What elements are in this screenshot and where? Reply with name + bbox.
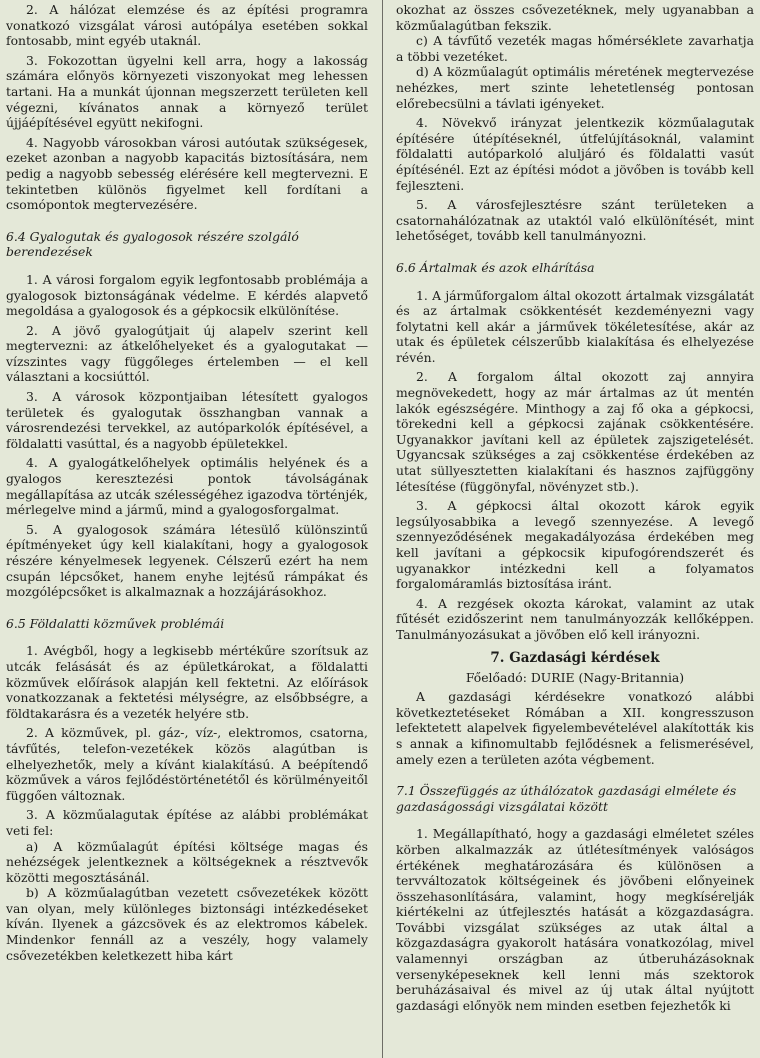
paragraph: 4. A rezgések okozta károkat, valamint az utak fűtését ezidőszerint nem tanulmányozzák kellőképpen. Tanulmányozásukat a jövőben elő kell irányozni. [396, 595, 754, 642]
section-heading-6-6: 6.6 Ártalmak és azok elhárítása [396, 259, 595, 275]
paragraph: 1. A városi forgalom egyik legfontosabb problémája a gyalogosok biztonságának védelme. E kérdés alapvető megoldása a gyalogosok és a gépkocsik elkülönítése. [6, 271, 368, 319]
paragraph: 1. Megállapítható, hogy a gazdasági elméletet széles körben alkalmazzák az útlétesítmények valóságos értékének meghatározására és különösen a tervváltozatok költségeinek és jövőbeni előnyeinek összehasonlítására, valamint, hogy megkísérelják kiértékelni az útfejlesztés hatását a közgazdaságra. További vizsgálat szükséges az utak által a közgazdaságra gyakorolt hatására vonatkozólag, mivel valamennyi országban az útberuházásoknak versenyképeseknek kell lenni más szektorok beruházásaival és mivel az új utak által nyújtott gazdasági előnyök nem minden esetben fejezhetők ki [396, 826, 754, 1013]
paragraph: A gazdasági kérdésekre vonatkozó alábbi következtetéseket Rómában a XII. kongresszuson lefektetett alapelvek figyelembevételével alakították kis s annak a kifinomultabb fejlődésnek a felismerésével, amely ezen a területen azóta végbement. [396, 689, 754, 767]
paragraph: 1. Avégből, hogy a legkisebb mértékűre szorítsuk az utcák felásását és az épületkárokat, a földalatti közművek előírások alapján kell fektetni. Az előírások vonatkozzanak a fektetési mélységre, az elsőbbségre, a földtakarásra és a vezeték helyére stb. [6, 643, 368, 721]
paragraph: 4. A gyalogátkelőhelyek optimális helyének és a gyalogos keresztezési pontok távolságának megállapítása az utcák szélességéhez igazodva történjék, mérlegelve mind a jármű, mind a gyalogosforgalmat. [6, 455, 368, 518]
chapter-heading-7: 7. Gazdasági kérdések [490, 649, 660, 666]
list-item: a) A közműalagút építési költsége magas és nehézségek jelentkeznek a költségeknek a résztvevők közötti megosztásánál. [6, 838, 368, 885]
section-heading-7-1: 7.1 Összefüggés az úthálózatok gazdasági elmélete és gazdaságossági vizsgálatai között [396, 783, 737, 814]
list-item: d) A közműalagút optimális méretének megtervezése nehézkes, mert szinte lehetetlenség pontosan előrebecsülni a távlati igényeket. [396, 64, 754, 111]
paragraph: 3. A gépkocsi által okozott károk egyik legsúlyosabbika a levegő szennyezése. A levegő szennyeződésének megakadályozása érdekében meg kell javítani a gépkocsik kipufogórendszerét és ugyanakkor intézkedni kell a folyamatos forgalomáramlás biztosítása iránt. [396, 498, 754, 592]
paragraph: 1. A járműforgalom által okozott ártalmak vizsgálatát és az ártalmak csökkentését kezdeményezni vagy folytatni kell akár a járművek tökéletesítése, akár az utak és épületek célszerűbb kialakítása és elhelyezése révén. [396, 287, 754, 365]
paragraph: 2. A hálózat elemzése és az építési programra vonatkozó vizsgálat városi autópálya esetében sokkal fontosabb, mint egyéb utaknál. [6, 2, 368, 49]
paragraph: 4. Növekvő irányzat jelentkezik közműalagutak építésére útépítéseknél, útfelújításoknál, valamint földalatti autóparkoló aluljáró és földalatti vasút építésénél. Ezt az építési módot a jövőben is tovább kell fejleszteni. [396, 115, 754, 193]
right-column [396, 2, 754, 1013]
section-heading-6-4: 6.4 Gyalogutak és gyalogosok részére szolgáló berendezések [6, 228, 299, 260]
paragraph: 3. A közműalagutak építése az alábbi problémákat veti fel: [6, 807, 368, 838]
paragraph: 2. A közművek, pl. gáz-, víz-, elektromos, csatorna, távfűtés, telefon-vezetékek közös alagútban is elhelyezhetők, mely a kívánt kialakítású. A beépítendő közművek a város fejlődéstörténetétől és körülményeitől függően változnak. [6, 725, 368, 803]
section-heading-6-5: 6.5 Földalatti közművek problémái [6, 615, 225, 631]
paragraph: 3. A városok központjaiban létesített gyalogos területek és gyalogutak összhangban vannak a városrendezési tervekkel, az autóparkolók építésével, a földalatti vasúttal, és a nagyobb épületekkel. [6, 389, 368, 451]
left-column [6, 2, 368, 963]
list-item: c) A távfűtő vezeték magas hőmérséklete zavarhatja a többi vezetéket. [396, 33, 754, 64]
paragraph: 2. A forgalom által okozott zaj annyira megnövekedett, hogy az már ártalmas az út mentén lakók egészségére. Minthogy a zaj fő oka a gépkocsi, törekedni kell a gépkocsi zajának csökkentésére. Ugyanakkor javítani kell az épületek zajszigetelését. Ugyancsak szükséges a zaj csökkentése érdekében az utat süllyesztetten kialakítani és hasznos zajfüggöny létesítése (függönyfal, növényzet stb.). [396, 369, 754, 494]
column-divider [382, 0, 383, 1058]
paragraph: 3. Fokozottan ügyelni kell arra, hogy a lakosság számára előnyös környezeti viszonyokat meg lehessen tartani. Ha a munkát újonnan megszerzett területen kell végezni, kívánatos annak a környező terület újjáépítésével együtt nekifogni. [6, 52, 368, 131]
rapporteur-line: Főelőadó: DURIE (Nagy-Britannia) [465, 669, 685, 685]
paragraph: 4. Nagyobb városokban városi autóutak szükségesek, ezeket azonban a nagyobb kapacitás biztosítására, nem pedig a nagyobb sebesség elérésére kell megtervezni. E tekintetben különös figyelmet kell fordítani a csomópontok megtervezésére. [6, 134, 368, 213]
list-item: b) A közműalagútban vezetett csővezetékek között van olyan, mely különleges biztonsági intézkedéseket kíván. Ilyenek a gázcsövek és az elektromos kábelek. Mindenkor fennáll az a veszély, hogy valamely csővezetékben keletkezett hiba kárt [6, 885, 368, 963]
paragraph: 2. A jövő gyalogútjait új alapelv szerint kell megtervezni: az átkelőhelyeket és a gyalogutakat — vízszintes vagy függőleges értelemben — el kell választani a kocsiúttól. [6, 322, 368, 385]
paragraph: 5. A gyalogosok számára létesülő különszintű építményeket úgy kell kialakítani, hogy a gyalogosok részére kényelmesek legyenek. Célszerű ezért ha nem csupán lépcsőket, hanem enyhe lejtésű rámpákat és mozgólépcsőket is alkalmaznak a hozzájárásokhoz. [6, 521, 368, 600]
paragraph: okozhat az összes csővezetéknek, mely ugyanabban a közműalagútban fekszik. [396, 2, 754, 33]
paragraph: 5. A városfejlesztésre szánt területeken a csatornahálózatnak az utaktól való elkülönítését, mint lehetőséget, tovább kell tanulmányozni. [396, 197, 754, 244]
